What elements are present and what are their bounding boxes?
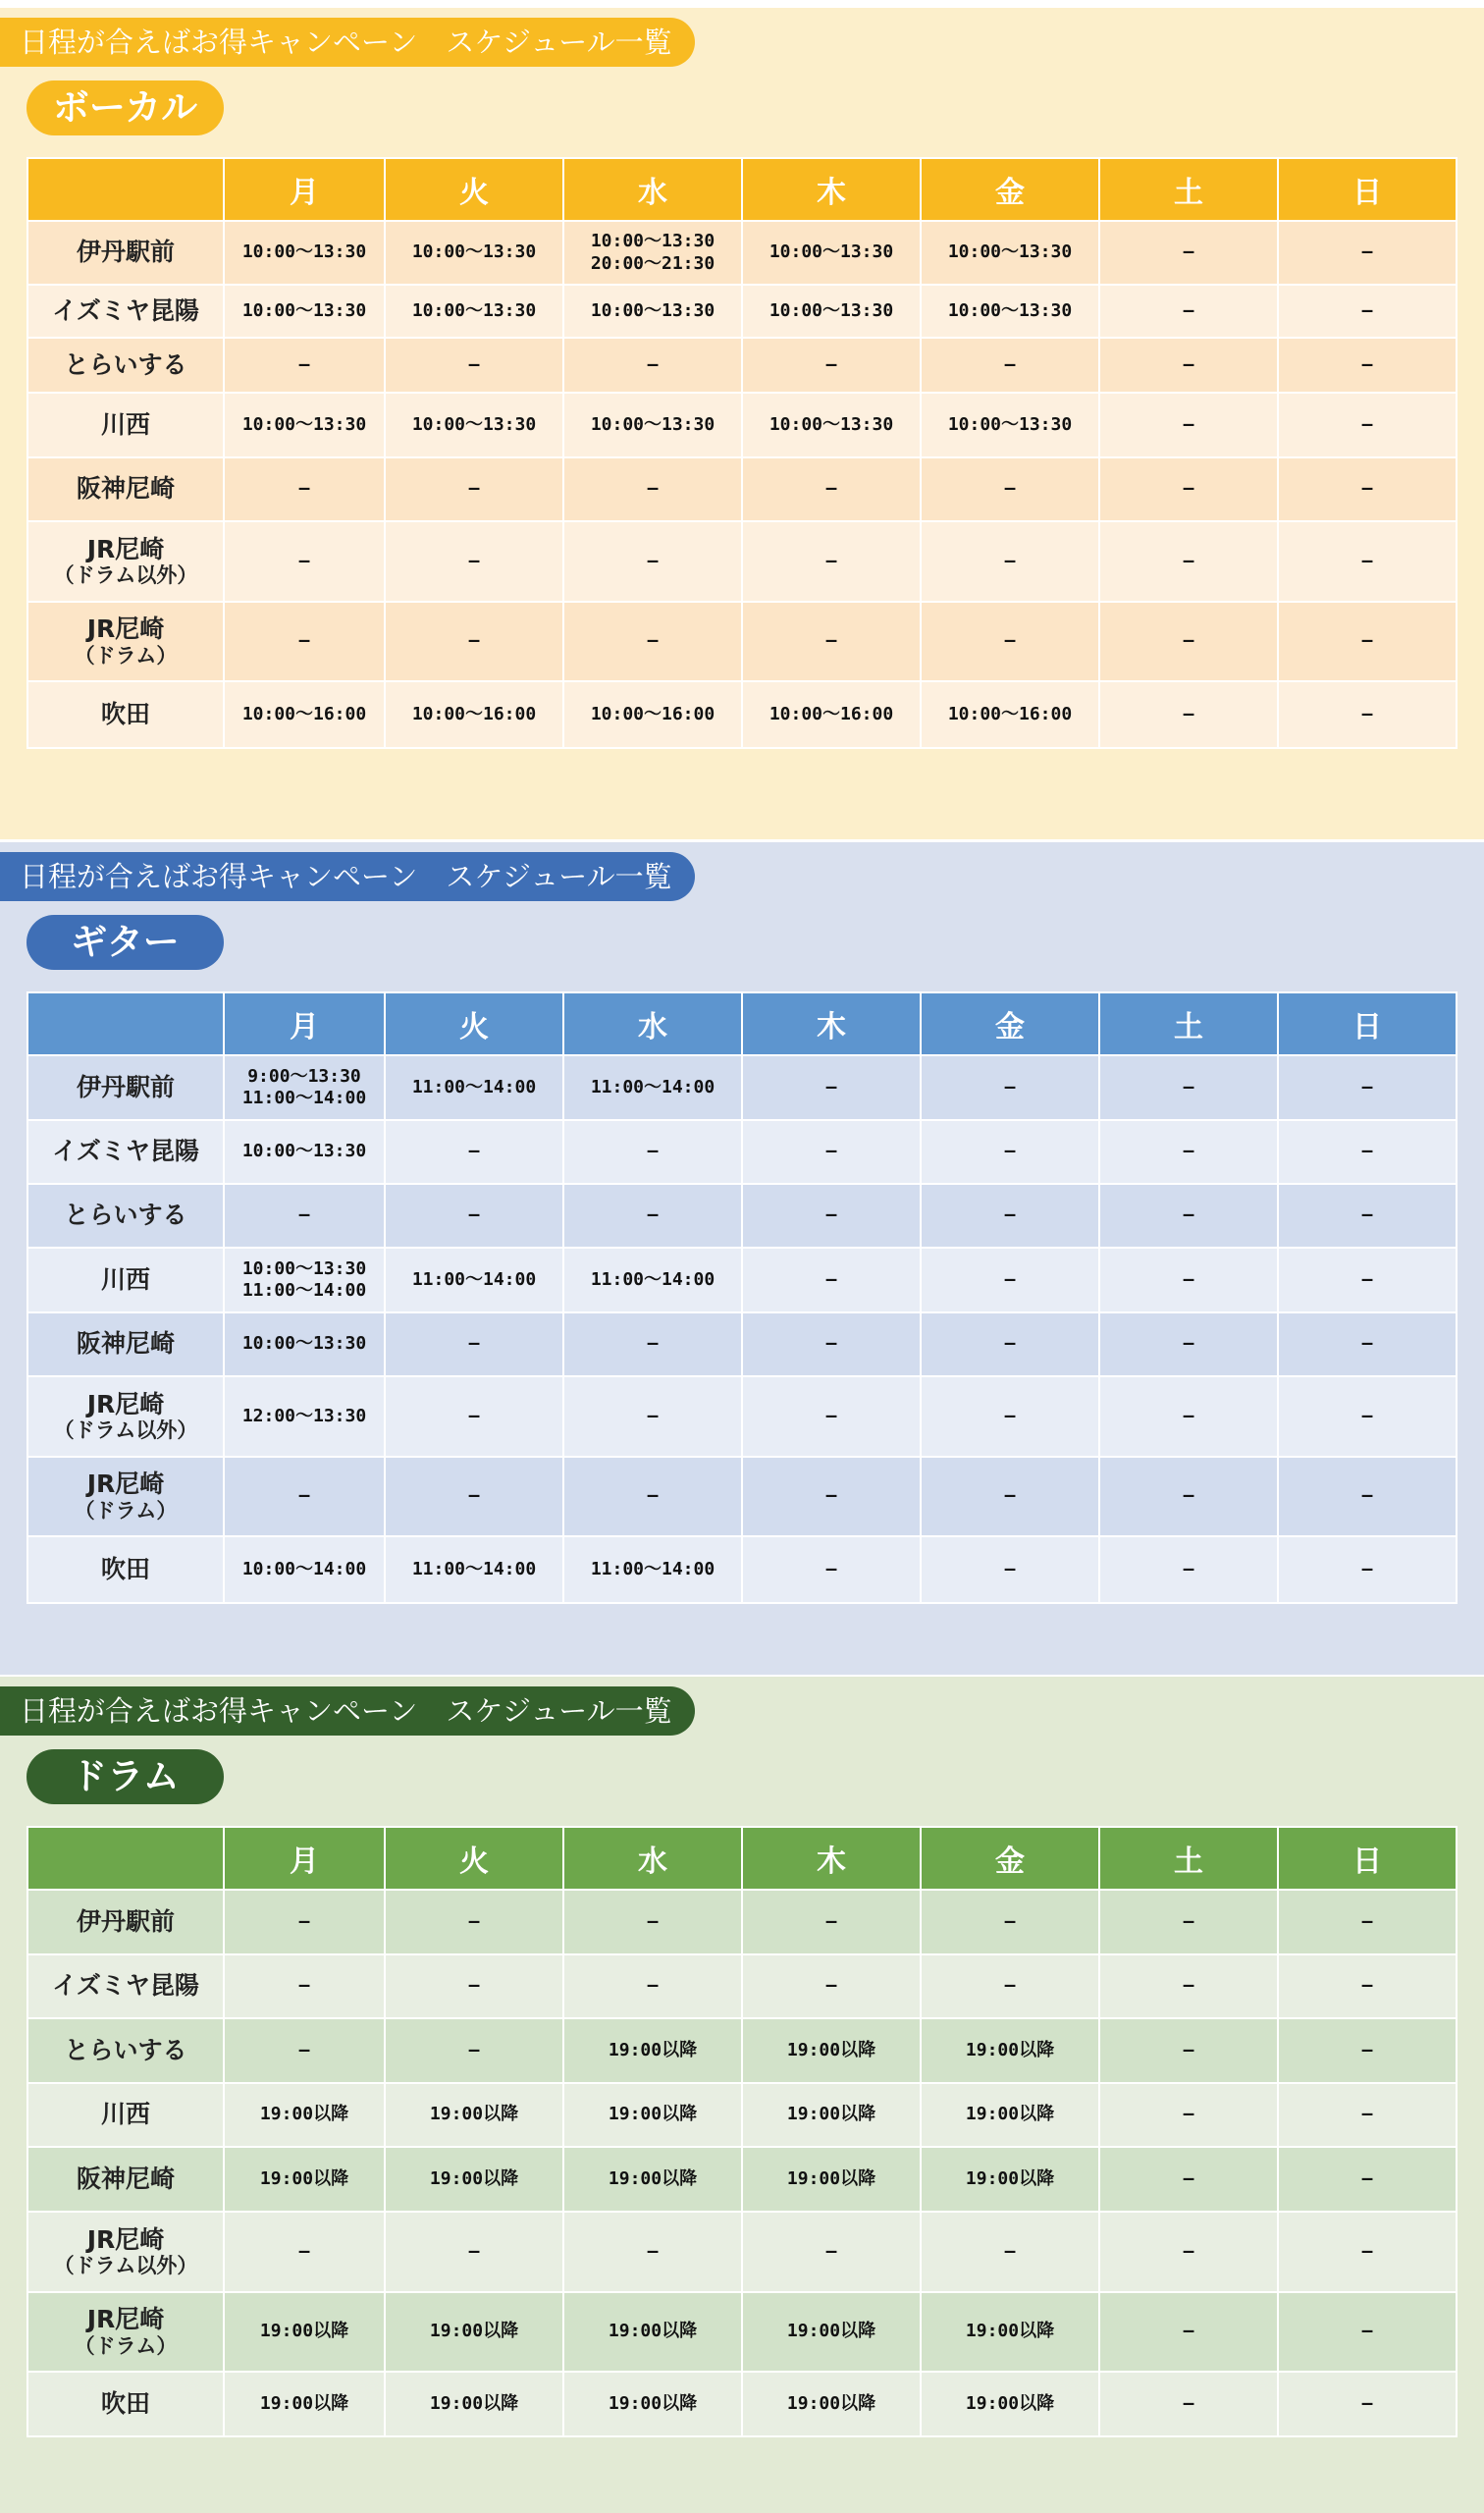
schedule-cell: – <box>563 521 742 602</box>
schedule-cell: – <box>385 338 563 393</box>
schedule-cell: – <box>1278 285 1457 338</box>
schedule-cell: 19:00以降 <box>921 2083 1099 2147</box>
location-cell <box>27 1457 224 1536</box>
schedule-cell: 10:00〜13:30 <box>563 393 742 457</box>
table-row <box>27 1954 1457 2018</box>
schedule-cell: 10:00〜13:30 <box>742 393 921 457</box>
schedule-cell: 19:00以降 <box>385 2083 563 2147</box>
schedule-cell: – <box>1278 602 1457 681</box>
schedule-cell: – <box>563 602 742 681</box>
schedule-cell: 11:00〜14:00 <box>385 1055 563 1120</box>
location-cell <box>27 2147 224 2212</box>
schedule-cell: – <box>1099 602 1278 681</box>
schedule-cell: 10:00〜16:00 <box>385 681 563 748</box>
schedule-cell: – <box>742 1184 921 1248</box>
location-name: イズミヤ昆陽 <box>52 1971 199 2001</box>
schedule-cell: – <box>385 2018 563 2083</box>
schedule-cell: – <box>1099 2372 1278 2436</box>
section-title: ボーカル <box>26 80 224 135</box>
schedule-cell: 19:00以降 <box>921 2292 1099 2372</box>
location-cell <box>27 1536 224 1603</box>
schedule-cell: 19:00以降 <box>563 2147 742 2212</box>
day-header: 火 <box>385 1827 563 1890</box>
schedule-cell: 10:00〜13:30 <box>742 221 921 285</box>
schedule-cell: 10:00〜13:30 <box>224 1312 385 1376</box>
schedule-cell: – <box>563 1890 742 1954</box>
schedule-cell: 10:00〜13:30 <box>385 221 563 285</box>
table-row <box>27 285 1457 338</box>
table-row <box>27 1457 1457 1536</box>
schedule-cell: – <box>1278 457 1457 521</box>
schedule-cell: 11:00〜14:00 <box>563 1536 742 1603</box>
schedule-cell: – <box>921 338 1099 393</box>
location-cell <box>27 1890 224 1954</box>
day-header: 日 <box>1278 992 1457 1055</box>
section-title: ギター <box>26 915 224 970</box>
schedule-cell: – <box>563 1954 742 2018</box>
schedule-cell: – <box>921 602 1099 681</box>
schedule-cell: – <box>742 1120 921 1184</box>
day-header: 月 <box>224 992 385 1055</box>
schedule-cell: – <box>563 1120 742 1184</box>
schedule-cell: – <box>563 338 742 393</box>
schedule-cell: – <box>385 521 563 602</box>
location-name: 吹田 <box>100 699 150 728</box>
location-sub: （ドラム） <box>74 1498 178 1523</box>
schedule-cell: – <box>1099 393 1278 457</box>
schedule-cell: – <box>224 1890 385 1954</box>
schedule-cell: – <box>224 457 385 521</box>
table-row <box>27 2372 1457 2436</box>
location-cell <box>27 1120 224 1184</box>
day-header: 日 <box>1278 158 1457 221</box>
schedule-cell: 19:00以降 <box>742 2292 921 2372</box>
schedule-cell: – <box>921 1055 1099 1120</box>
day-header: 水 <box>563 1827 742 1890</box>
location-cell <box>27 221 224 285</box>
schedule-cell: – <box>1099 1248 1278 1312</box>
schedule-cell: – <box>224 2018 385 2083</box>
schedule-cell: – <box>742 1954 921 2018</box>
day-header: 木 <box>742 158 921 221</box>
schedule-cell: – <box>1099 521 1278 602</box>
schedule-cell: – <box>1278 1120 1457 1184</box>
schedule-cell: – <box>385 1457 563 1536</box>
schedule-cell: – <box>921 457 1099 521</box>
schedule-cell: – <box>1099 2212 1278 2292</box>
schedule-cell: 12:00〜13:30 <box>224 1376 385 1457</box>
table-row <box>27 2018 1457 2083</box>
location-name: 川西 <box>100 1264 150 1294</box>
table-row <box>27 1376 1457 1457</box>
schedule-cell: – <box>1099 457 1278 521</box>
table-row <box>27 393 1457 457</box>
schedule-cell: 10:00〜13:30 <box>563 285 742 338</box>
schedule-cell: – <box>563 1312 742 1376</box>
table-row <box>27 521 1457 602</box>
schedule-cell: – <box>1278 338 1457 393</box>
location-sub: （ドラム以外） <box>53 2254 198 2278</box>
schedule-cell: – <box>1278 2018 1457 2083</box>
schedule-cell: – <box>742 1890 921 1954</box>
day-header: 土 <box>1099 1827 1278 1890</box>
schedule-cell: 10:00〜13:30 <box>742 285 921 338</box>
table-row <box>27 1890 1457 1954</box>
table-row <box>27 1055 1457 1120</box>
schedule-cell: – <box>563 1184 742 1248</box>
schedule-cell: – <box>1099 681 1278 748</box>
location-cell <box>27 1376 224 1457</box>
schedule-cell: – <box>385 1376 563 1457</box>
location-cell <box>27 1184 224 1248</box>
table-row <box>27 1248 1457 1312</box>
day-header: 月 <box>224 158 385 221</box>
location-name: とらいする <box>64 349 187 379</box>
table-row <box>27 1536 1457 1603</box>
schedule-cell: – <box>921 1184 1099 1248</box>
day-header: 金 <box>921 158 1099 221</box>
schedule-cell: – <box>1099 1312 1278 1376</box>
location-cell <box>27 1055 224 1120</box>
table-row <box>27 1312 1457 1376</box>
location-cell <box>27 338 224 393</box>
schedule-cell: – <box>1278 2292 1457 2372</box>
guitar-section <box>0 842 1484 1675</box>
schedule-cell: – <box>1099 2018 1278 2083</box>
schedule-cell: – <box>742 1055 921 1120</box>
schedule-cell: – <box>742 1536 921 1603</box>
schedule-cell: – <box>921 1248 1099 1312</box>
corner-cell <box>27 992 224 1055</box>
schedule-cell: 19:00以降 <box>742 2083 921 2147</box>
schedule-cell: – <box>385 1312 563 1376</box>
location-name: 伊丹駅前 <box>76 1072 175 1101</box>
schedule-cell: – <box>1278 1376 1457 1457</box>
location-cell <box>27 681 224 748</box>
schedule-cell: – <box>385 457 563 521</box>
schedule-cell: – <box>563 1376 742 1457</box>
schedule-cell: 10:00〜13:30 <box>385 393 563 457</box>
table-row <box>27 338 1457 393</box>
schedule-cell: – <box>742 457 921 521</box>
day-header: 水 <box>563 992 742 1055</box>
location-name: 伊丹駅前 <box>76 238 175 267</box>
table-row <box>27 681 1457 748</box>
schedule-cell: 19:00以降 <box>742 2018 921 2083</box>
drum-section <box>0 1677 1484 2513</box>
schedule-cell: 10:00〜13:30 <box>224 1120 385 1184</box>
schedule-cell: 11:00〜14:00 <box>563 1248 742 1312</box>
location-name: イズミヤ昆陽 <box>52 295 199 325</box>
schedule-cell: – <box>385 2212 563 2292</box>
corner-cell <box>27 158 224 221</box>
table-row <box>27 2147 1457 2212</box>
schedule-cell: 10:00〜13:30 <box>385 285 563 338</box>
schedule-table <box>26 991 1458 1604</box>
day-header: 土 <box>1099 992 1278 1055</box>
location-cell <box>27 521 224 602</box>
schedule-cell: – <box>563 1457 742 1536</box>
schedule-cell: – <box>224 2212 385 2292</box>
schedule-cell: – <box>224 1184 385 1248</box>
schedule-cell: 10:00〜13:30 <box>921 393 1099 457</box>
schedule-cell: – <box>1099 1120 1278 1184</box>
schedule-cell: – <box>921 521 1099 602</box>
schedule-cell: – <box>921 1312 1099 1376</box>
schedule-cell: – <box>224 1954 385 2018</box>
schedule-cell: – <box>1099 2083 1278 2147</box>
schedule-cell: 19:00以降 <box>224 2292 385 2372</box>
schedule-cell: – <box>921 1457 1099 1536</box>
location-name: JR尼崎 <box>86 1470 165 1499</box>
schedule-cell: – <box>1099 1536 1278 1603</box>
schedule-cell: 19:00以降 <box>385 2147 563 2212</box>
schedule-cell: – <box>1278 393 1457 457</box>
schedule-cell: 10:00〜16:00 <box>224 681 385 748</box>
schedule-cell: – <box>563 2212 742 2292</box>
schedule-cell: – <box>742 1248 921 1312</box>
schedule-cell: 10:00〜14:00 <box>224 1536 385 1603</box>
schedule-cell: – <box>1278 2372 1457 2436</box>
schedule-cell: 11:00〜14:00 <box>385 1536 563 1603</box>
schedule-cell: 10:00〜13:30 20:00〜21:30 <box>563 221 742 285</box>
schedule-cell: 19:00以降 <box>385 2372 563 2436</box>
schedule-cell: – <box>385 1184 563 1248</box>
location-name: 伊丹駅前 <box>76 1906 175 1936</box>
location-cell <box>27 285 224 338</box>
schedule-cell: 10:00〜13:30 <box>224 285 385 338</box>
header-row <box>27 158 1457 221</box>
schedule-cell: – <box>385 1120 563 1184</box>
location-cell <box>27 602 224 681</box>
location-cell <box>27 393 224 457</box>
location-cell <box>27 1954 224 2018</box>
schedule-cell: – <box>1278 1536 1457 1603</box>
schedule-cell: – <box>742 521 921 602</box>
header-row <box>27 1827 1457 1890</box>
header-row <box>27 992 1457 1055</box>
schedule-cell: – <box>385 1954 563 2018</box>
schedule-cell: 19:00以降 <box>742 2372 921 2436</box>
schedule-cell: – <box>1278 1312 1457 1376</box>
schedule-cell: – <box>742 338 921 393</box>
schedule-cell: – <box>1099 1457 1278 1536</box>
schedule-cell: – <box>1099 1184 1278 1248</box>
schedule-cell: – <box>921 1890 1099 1954</box>
schedule-cell: 19:00以降 <box>563 2083 742 2147</box>
schedule-cell: 10:00〜13:30 <box>921 285 1099 338</box>
schedule-cell: 19:00以降 <box>563 2372 742 2436</box>
schedule-cell: 10:00〜16:00 <box>921 681 1099 748</box>
table-row <box>27 1120 1457 1184</box>
schedule-cell: – <box>224 521 385 602</box>
schedule-cell: – <box>1278 2083 1457 2147</box>
schedule-cell: – <box>1099 338 1278 393</box>
location-name: JR尼崎 <box>86 2224 165 2254</box>
location-name: JR尼崎 <box>86 534 165 563</box>
schedule-cell: 10:00〜13:30 <box>224 221 385 285</box>
schedule-cell: – <box>921 1536 1099 1603</box>
location-name: とらいする <box>64 2035 187 2064</box>
schedule-cell: – <box>1099 2292 1278 2372</box>
schedule-cell: – <box>1099 1376 1278 1457</box>
location-sub: （ドラム） <box>74 643 178 668</box>
location-cell <box>27 1312 224 1376</box>
schedule-cell: – <box>224 338 385 393</box>
schedule-cell: – <box>1278 1248 1457 1312</box>
day-header: 火 <box>385 992 563 1055</box>
location-name: 吹田 <box>100 2388 150 2418</box>
schedule-table <box>26 1826 1458 2437</box>
location-cell <box>27 2083 224 2147</box>
table-row <box>27 221 1457 285</box>
day-header: 月 <box>224 1827 385 1890</box>
table-row <box>27 602 1457 681</box>
location-sub: （ドラム以外） <box>53 1418 198 1443</box>
day-header: 火 <box>385 158 563 221</box>
schedule-cell: – <box>742 1312 921 1376</box>
campaign-banner: 日程が合えばお得キャンペーン スケジュール一覧 <box>0 852 695 901</box>
location-sub: （ドラム） <box>74 2333 178 2358</box>
schedule-cell: – <box>1278 521 1457 602</box>
schedule-cell: – <box>1099 1055 1278 1120</box>
day-header: 木 <box>742 1827 921 1890</box>
schedule-cell: – <box>1099 2147 1278 2212</box>
location-name: 阪神尼崎 <box>76 2164 175 2193</box>
schedule-cell: – <box>742 602 921 681</box>
schedule-cell: 19:00以降 <box>224 2083 385 2147</box>
day-header: 日 <box>1278 1827 1457 1890</box>
schedule-cell: 19:00以降 <box>385 2292 563 2372</box>
campaign-banner: 日程が合えばお得キャンペーン スケジュール一覧 <box>0 18 695 67</box>
schedule-cell: 19:00以降 <box>224 2147 385 2212</box>
day-header: 金 <box>921 1827 1099 1890</box>
schedule-cell: 19:00以降 <box>563 2292 742 2372</box>
location-name: 吹田 <box>100 1554 150 1583</box>
schedule-cell: – <box>1099 221 1278 285</box>
schedule-cell: – <box>224 602 385 681</box>
corner-cell <box>27 1827 224 1890</box>
schedule-cell: – <box>1278 1184 1457 1248</box>
table-row <box>27 2292 1457 2372</box>
schedule-cell: 9:00〜13:30 11:00〜14:00 <box>224 1055 385 1120</box>
schedule-cell: – <box>1278 1055 1457 1120</box>
schedule-cell: – <box>224 1457 385 1536</box>
section-title: ドラム <box>26 1749 224 1804</box>
schedule-table <box>26 157 1458 749</box>
schedule-cell: – <box>1278 2212 1457 2292</box>
day-header: 木 <box>742 992 921 1055</box>
location-name: イズミヤ昆陽 <box>52 1137 199 1166</box>
schedule-cell: – <box>1099 1954 1278 2018</box>
campaign-banner: 日程が合えばお得キャンペーン スケジュール一覧 <box>0 1686 695 1736</box>
vocal-section <box>0 8 1484 839</box>
location-cell <box>27 2018 224 2083</box>
location-name: 阪神尼崎 <box>76 1329 175 1359</box>
schedule-cell: – <box>742 1457 921 1536</box>
location-name: JR尼崎 <box>86 615 165 644</box>
schedule-cell: – <box>1099 285 1278 338</box>
schedule-cell: 19:00以降 <box>921 2018 1099 2083</box>
schedule-cell: – <box>385 602 563 681</box>
table-row <box>27 1184 1457 1248</box>
schedule-cell: – <box>1278 681 1457 748</box>
day-header: 水 <box>563 158 742 221</box>
schedule-cell: 10:00〜13:30 <box>224 393 385 457</box>
location-name: とらいする <box>64 1201 187 1230</box>
location-cell <box>27 1248 224 1312</box>
table-row <box>27 2212 1457 2292</box>
schedule-cell: – <box>1278 1954 1457 2018</box>
schedule-cell: – <box>921 1376 1099 1457</box>
day-header: 土 <box>1099 158 1278 221</box>
schedule-cell: 19:00以降 <box>921 2372 1099 2436</box>
location-sub: （ドラム以外） <box>53 563 198 588</box>
location-cell <box>27 2292 224 2372</box>
schedule-cell: – <box>742 1376 921 1457</box>
day-header: 金 <box>921 992 1099 1055</box>
schedule-cell: 10:00〜13:30 11:00〜14:00 <box>224 1248 385 1312</box>
schedule-cell: – <box>1099 1890 1278 1954</box>
schedule-cell: 19:00以降 <box>921 2147 1099 2212</box>
schedule-cell: 19:00以降 <box>224 2372 385 2436</box>
schedule-cell: – <box>921 1954 1099 2018</box>
schedule-cell: – <box>1278 1890 1457 1954</box>
schedule-cell: 19:00以降 <box>563 2018 742 2083</box>
schedule-cell: – <box>563 457 742 521</box>
schedule-cell: – <box>742 2212 921 2292</box>
schedule-cell: 19:00以降 <box>742 2147 921 2212</box>
schedule-cell: 11:00〜14:00 <box>563 1055 742 1120</box>
location-name: 川西 <box>100 409 150 439</box>
schedule-cell: – <box>1278 1457 1457 1536</box>
location-name: JR尼崎 <box>86 1389 165 1418</box>
schedule-cell: 10:00〜16:00 <box>742 681 921 748</box>
location-name: 阪神尼崎 <box>76 474 175 504</box>
schedule-cell: – <box>921 1120 1099 1184</box>
schedule-cell: – <box>1278 2147 1457 2212</box>
location-cell <box>27 2212 224 2292</box>
schedule-cell: 10:00〜16:00 <box>563 681 742 748</box>
table-row <box>27 457 1457 521</box>
schedule-cell: 11:00〜14:00 <box>385 1248 563 1312</box>
location-cell <box>27 457 224 521</box>
location-name: JR尼崎 <box>86 2305 165 2334</box>
schedule-cell: – <box>1278 221 1457 285</box>
schedule-cell: – <box>921 2212 1099 2292</box>
location-cell <box>27 2372 224 2436</box>
schedule-cell: 10:00〜13:30 <box>921 221 1099 285</box>
location-name: 川西 <box>100 2100 150 2129</box>
table-row <box>27 2083 1457 2147</box>
schedule-cell: – <box>385 1890 563 1954</box>
